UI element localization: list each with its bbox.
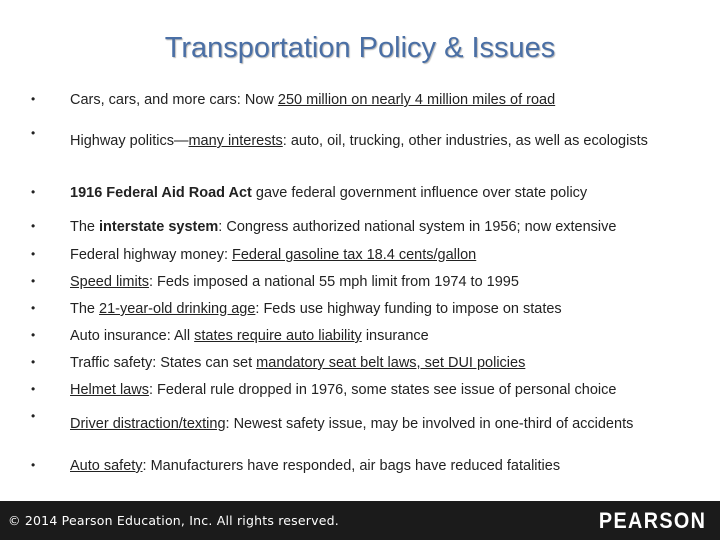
bullet-dot-icon: • bbox=[31, 185, 36, 199]
bullet-segment: Auto safety bbox=[70, 458, 143, 474]
bullet-text bbox=[70, 123, 690, 160]
bullet-text bbox=[70, 216, 690, 238]
bullet-segment: Traffic safety: States can set bbox=[70, 355, 257, 371]
bullet-segment: Highway politics— bbox=[70, 133, 189, 149]
bullet-segment: : Manufacturers have responded, air bags have reduced fatalities bbox=[142, 458, 561, 474]
bullet-segment: many interests bbox=[188, 133, 283, 149]
bullet-segment: mandatory seat belt laws, set DUI policies bbox=[256, 355, 526, 371]
bullet-dot-icon: • bbox=[31, 126, 36, 140]
bullet-segment: interstate system bbox=[99, 219, 219, 235]
bullet-text bbox=[70, 455, 690, 477]
bullet-segment: : auto, oil, trucking, other industries, as well as ecologists bbox=[282, 133, 648, 149]
copyright-text: © 2014 Pearson Education, Inc. All rights reserved. bbox=[8, 513, 339, 528]
pearson-logo: PEARSON bbox=[598, 508, 706, 533]
slide-title: Transportation Policy & Issues bbox=[164, 32, 556, 64]
bullet-text bbox=[70, 271, 690, 293]
bullet-segment: The bbox=[70, 219, 100, 235]
bullet-text bbox=[70, 325, 690, 347]
bullet-dot-icon: • bbox=[31, 458, 36, 472]
bullet-dot-icon: • bbox=[31, 355, 36, 369]
bullet-text bbox=[70, 89, 690, 111]
bullet-dot-icon: • bbox=[31, 247, 36, 261]
bullet-text bbox=[70, 379, 690, 401]
bullet-text bbox=[70, 352, 690, 374]
bullet-dot-icon: • bbox=[31, 274, 36, 288]
footer-bar bbox=[0, 501, 720, 540]
bullet-segment: : Newest safety issue, may be involved in one-third of accidents bbox=[225, 416, 634, 432]
bullet-segment: The bbox=[70, 301, 100, 317]
bullet-segment: : Feds imposed a national 55 mph limit from 1974 to 1995 bbox=[148, 274, 519, 290]
bullet-segment: Driver distraction/texting bbox=[70, 416, 226, 432]
bullet-segment: Helmet laws bbox=[70, 382, 149, 398]
bullet-dot-icon: • bbox=[31, 382, 36, 396]
bullet-segment: states require auto liability bbox=[194, 328, 362, 344]
bullet-segment: Federal highway money: bbox=[70, 247, 232, 263]
bullet-dot-icon: • bbox=[31, 219, 36, 233]
bullet-segment: 1916 Federal Aid Road Act bbox=[70, 185, 252, 201]
bullet-segment: insurance bbox=[361, 328, 429, 344]
bullet-segment: 21-year-old drinking age bbox=[99, 301, 256, 317]
bullet-segment: : Federal rule dropped in 1976, some states see issue of personal choice bbox=[148, 382, 617, 398]
bullet-segment: : Congress authorized national system in 1956; now extensive bbox=[218, 219, 617, 235]
bullet-segment: Auto insurance: All bbox=[70, 328, 195, 344]
bullet-dot-icon: • bbox=[31, 328, 36, 342]
bullet-dot-icon: • bbox=[31, 92, 36, 106]
bullet-segment: Federal gasoline tax 18.4 cents/gallon bbox=[232, 247, 477, 263]
bullet-dot-icon: • bbox=[31, 409, 36, 423]
bullet-segment: Cars, cars, and more cars: Now bbox=[70, 92, 278, 108]
bullet-text bbox=[70, 244, 690, 266]
bullet-segment: 250 million on nearly 4 million miles of road bbox=[277, 92, 556, 108]
bullet-dot-icon: • bbox=[31, 301, 36, 315]
bullet-text bbox=[70, 406, 690, 443]
bullet-segment: : Feds use highway funding to impose on states bbox=[255, 301, 562, 317]
bullet-segment: Speed limits bbox=[70, 274, 149, 290]
bullet-segment: gave federal government influence over state policy bbox=[251, 185, 588, 201]
bullet-text bbox=[70, 182, 690, 204]
bullet-text bbox=[70, 298, 690, 320]
